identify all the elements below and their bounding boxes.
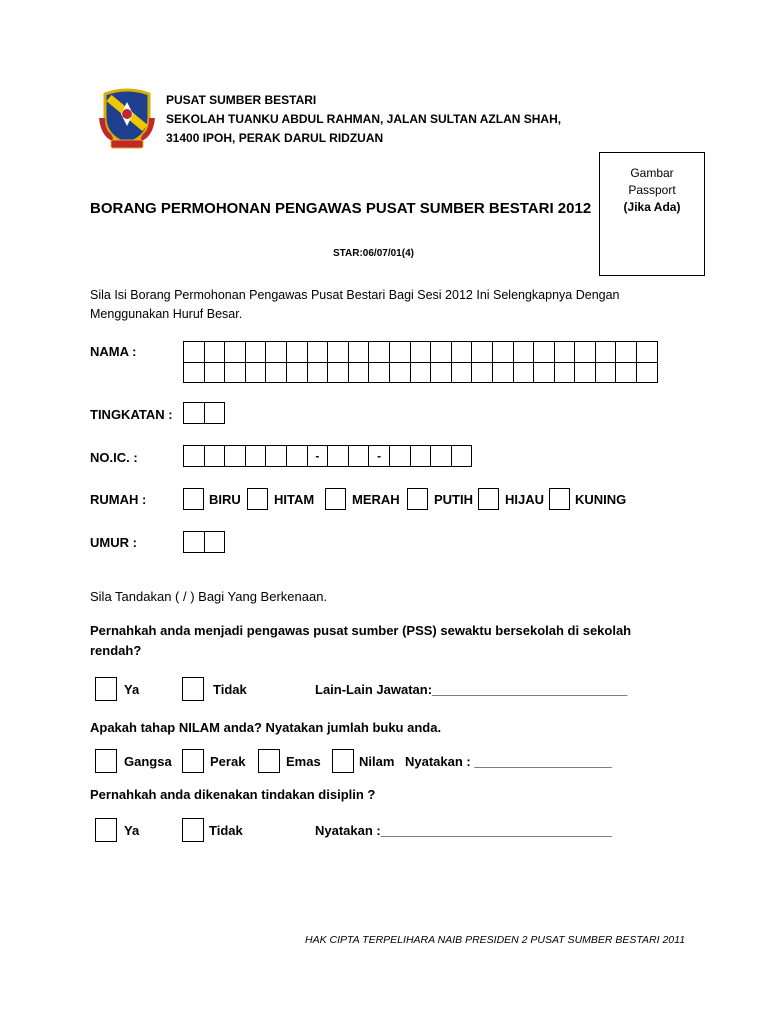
noic-cell[interactable] [224, 445, 246, 467]
nama-cell[interactable] [327, 362, 349, 384]
tingkatan-label: TINGKATAN : [90, 407, 173, 422]
q1-no-checkbox[interactable] [182, 677, 204, 701]
nama-cell[interactable] [615, 362, 637, 384]
rumah-option-merah: MERAH [352, 491, 400, 507]
q2-book-count-field[interactable]: Nyatakan : ___________________ [405, 753, 612, 769]
photo-label-1: Gambar [630, 166, 674, 180]
nama-cell[interactable] [595, 362, 617, 384]
rumah-option-hitam: HITAM [274, 491, 315, 507]
nama-cell[interactable] [389, 341, 411, 363]
question-1: Pernahkah anda menjadi pengawas pusat sumber (PSS) sewaktu bersekolah di sekolah rendah? [90, 623, 632, 658]
nama-cell[interactable] [430, 362, 452, 384]
tick-instruction: Sila Tandakan ( / ) Bagi Yang Berkenaan. [90, 589, 328, 604]
nama-row-2[interactable] [183, 363, 658, 384]
nama-cell[interactable] [286, 362, 308, 384]
nama-cell[interactable] [368, 341, 390, 363]
nama-cell[interactable] [471, 341, 493, 363]
q1-yes-label: Ya [124, 681, 140, 697]
nama-cell[interactable] [224, 362, 246, 384]
umur-cell[interactable] [204, 531, 226, 553]
nama-cell[interactable] [265, 362, 287, 384]
nama-cell[interactable] [183, 341, 205, 363]
question-2: Apakah tahap NILAM anda? Nyatakan jumlah buku anda. [90, 720, 442, 735]
form-instruction: Sila Isi Borang Permohonan Pengawas Pusat Bestari Bagi Sesi 2012 Ini Selengkapnya Dengan Menggunakan Huruf Besar. [90, 288, 620, 321]
nama-field[interactable] [183, 342, 658, 383]
q3-details-field[interactable]: Nyatakan :________________________________ [315, 822, 613, 838]
nama-cell[interactable] [471, 362, 493, 384]
nama-cell[interactable] [492, 341, 514, 363]
q2-emas-checkbox[interactable] [258, 749, 280, 773]
q1-yes-checkbox[interactable] [95, 677, 117, 701]
q1-other-position-field[interactable]: Lain-Lain Jawatan:___________________________ [315, 681, 628, 697]
nama-cell[interactable] [327, 341, 349, 363]
q3-yes-label: Ya [124, 822, 140, 838]
nama-cell[interactable] [636, 341, 658, 363]
umur-field[interactable] [183, 532, 225, 553]
noic-label: NO.IC. : [90, 450, 138, 465]
tingkatan-cell[interactable] [183, 402, 205, 424]
tingkatan-cell[interactable] [204, 402, 226, 424]
noic-separator: - [307, 445, 329, 467]
noic-cell[interactable] [245, 445, 267, 467]
noic-cell[interactable] [389, 445, 411, 467]
nama-cell[interactable] [286, 341, 308, 363]
nama-cell[interactable] [307, 341, 329, 363]
nama-cell[interactable] [595, 341, 617, 363]
noic-cell[interactable] [327, 445, 349, 467]
rumah-checkbox-hijau[interactable] [478, 488, 499, 510]
noic-cell[interactable] [204, 445, 226, 467]
question-3: Pernahkah anda dikenakan tindakan disiplin ? [90, 787, 376, 802]
umur-cell[interactable] [183, 531, 205, 553]
nama-row-1[interactable] [183, 342, 658, 363]
q2-nilam-label: Nilam [359, 753, 395, 769]
question-2-options [95, 749, 612, 773]
header-line-3: 31400 IPOH, PERAK DARUL RIDZUAN [166, 131, 384, 145]
q3-no-checkbox[interactable] [182, 818, 204, 842]
school-crest-logo [97, 88, 157, 150]
header-line-1: PUSAT SUMBER BESTARI [166, 93, 317, 107]
q1-no-label: Tidak [213, 681, 247, 697]
nama-cell[interactable] [245, 362, 267, 384]
rumah-checkbox-merah[interactable] [325, 488, 346, 510]
nama-cell[interactable] [513, 362, 535, 384]
nama-cell[interactable] [636, 362, 658, 384]
photo-label-3: (Jika Ada) [623, 200, 681, 214]
tingkatan-field[interactable] [183, 403, 225, 424]
nama-cell[interactable] [348, 362, 370, 384]
rumah-option-putih: PUTIH [434, 491, 473, 507]
rumah-options [183, 488, 626, 510]
form-title: BORANG PERMOHONAN PENGAWAS PUSAT SUMBER BESTARI 2012 [90, 200, 592, 217]
q2-nilam-checkbox[interactable] [332, 749, 354, 773]
q3-no-label: Tidak [209, 822, 243, 838]
nama-cell[interactable] [430, 341, 452, 363]
nama-cell[interactable] [245, 341, 267, 363]
nama-cell[interactable] [451, 362, 473, 384]
rumah-checkbox-kuning[interactable] [549, 488, 570, 510]
rumah-checkbox-hitam[interactable] [247, 488, 268, 510]
nama-cell[interactable] [574, 341, 596, 363]
nama-cell[interactable] [410, 341, 432, 363]
nama-cell[interactable] [513, 341, 535, 363]
rumah-checkbox-biru[interactable] [183, 488, 204, 510]
rumah-checkbox-putih[interactable] [407, 488, 428, 510]
passport-photo-box [599, 152, 705, 276]
q2-emas-label: Emas [286, 753, 321, 769]
noic-field[interactable] [183, 446, 472, 467]
nama-cell[interactable] [265, 341, 287, 363]
noic-cell[interactable] [451, 445, 473, 467]
q2-perak-label: Perak [210, 753, 246, 769]
nama-cell[interactable] [389, 362, 411, 384]
nama-cell[interactable] [533, 362, 555, 384]
nama-cell[interactable] [615, 341, 637, 363]
copyright-footer: HAK CIPTA TERPELIHARA NAIB PRESIDEN 2 PUSAT SUMBER BESTARI 2011 [305, 934, 686, 946]
rumah-label: RUMAH : [90, 492, 147, 507]
nama-label: NAMA : [90, 344, 137, 359]
rumah-option-kuning: KUNING [575, 491, 627, 507]
noic-cell[interactable] [410, 445, 432, 467]
nama-cell[interactable] [554, 341, 576, 363]
question-3-options [95, 818, 612, 842]
q3-yes-checkbox[interactable] [95, 818, 117, 842]
nama-cell[interactable] [492, 362, 514, 384]
noic-cell[interactable] [430, 445, 452, 467]
umur-label: UMUR : [90, 535, 137, 550]
nama-cell[interactable] [183, 362, 205, 384]
reference-number: STAR:06/07/01(4) [333, 248, 414, 259]
header-line-2: SEKOLAH TUANKU ABDUL RAHMAN, JALAN SULTAN AZLAN SHAH, [166, 112, 562, 126]
nama-cell[interactable] [554, 362, 576, 384]
nama-cell[interactable] [410, 362, 432, 384]
rumah-option-biru: BIRU [209, 491, 241, 507]
q2-gangsa-label: Gangsa [124, 753, 172, 769]
question-1-options [95, 677, 627, 701]
rumah-option-hijau: HIJAU [505, 491, 545, 507]
nama-cell[interactable] [368, 362, 390, 384]
photo-label-2: Passport [628, 183, 676, 197]
noic-cell[interactable] [286, 445, 308, 467]
nama-cell[interactable] [574, 362, 596, 384]
noic-separator: - [368, 445, 390, 467]
nama-cell[interactable] [204, 341, 226, 363]
noic-cell[interactable] [183, 445, 205, 467]
nama-cell[interactable] [348, 341, 370, 363]
q2-perak-checkbox[interactable] [182, 749, 204, 773]
nama-cell[interactable] [224, 341, 246, 363]
nama-cell[interactable] [204, 362, 226, 384]
nama-cell[interactable] [307, 362, 329, 384]
q2-gangsa-checkbox[interactable] [95, 749, 117, 773]
nama-cell[interactable] [533, 341, 555, 363]
noic-cell[interactable] [348, 445, 370, 467]
noic-cell[interactable] [265, 445, 287, 467]
nama-cell[interactable] [451, 341, 473, 363]
